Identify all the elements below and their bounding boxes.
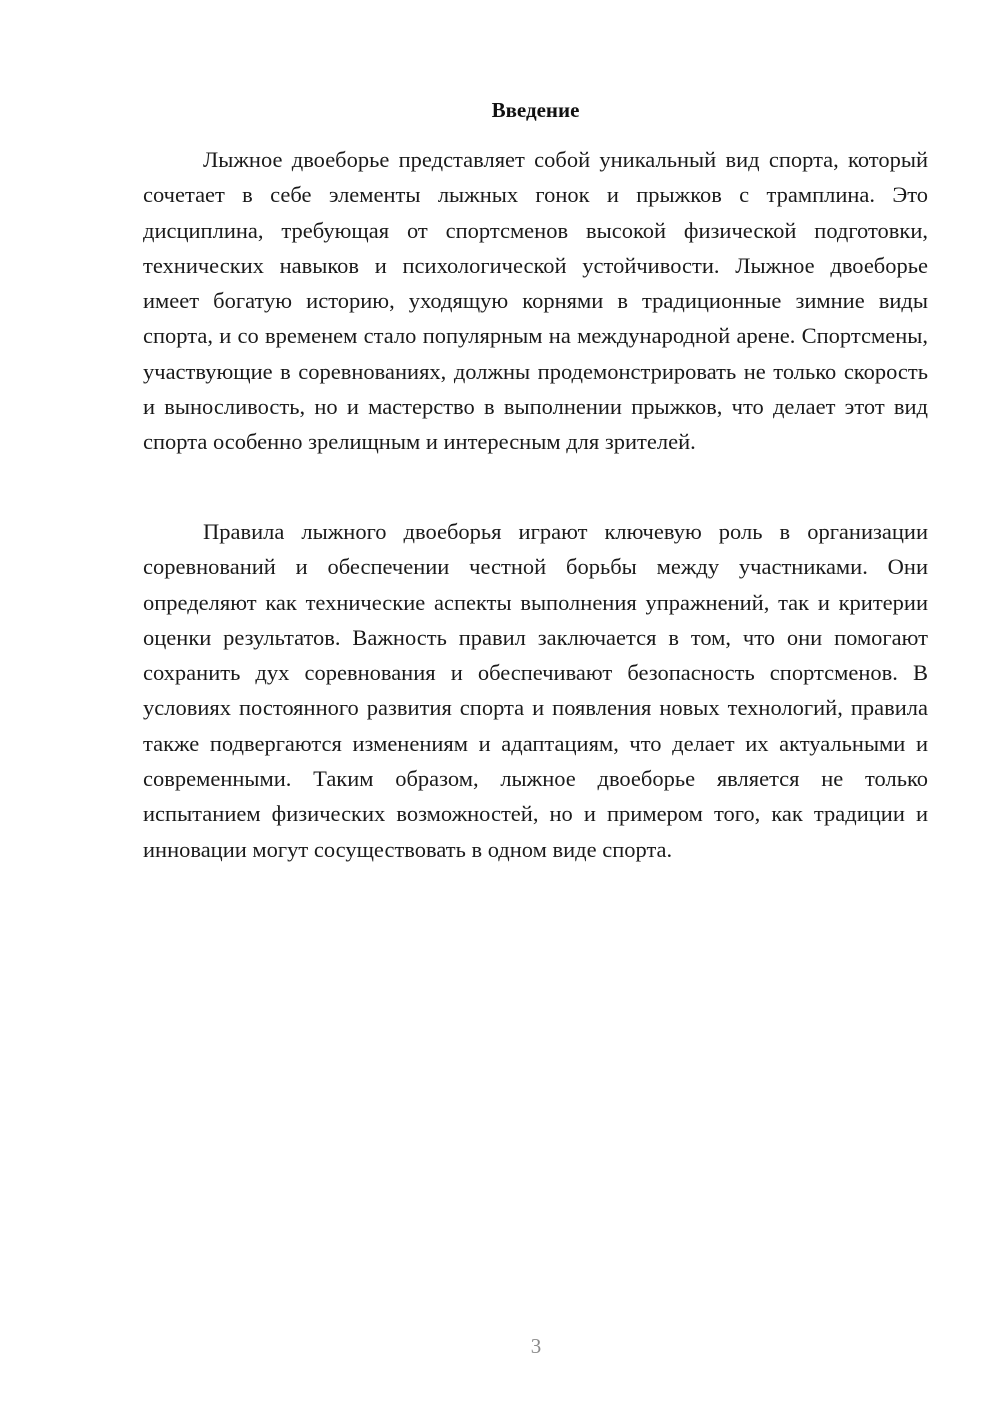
page-number: 3: [530, 1334, 542, 1358]
paragraph-text: Лыжное двоеборье представляет собой уникальный вид спорта, который сочетает в себе элементы лыжных гонок и прыжков с трамплина. Это дисциплина, требующая от спортсменов высокой физической подготовки, технических навыков и психологической устойчивости. Лыжное двоеборье имеет богатую историю, уходящую корнями в традиционные зимние виды спорта, и со временем стало популярным на международной арене. Спортсмены, участвующие в соревнованиях, должны продемонстрировать не только скорость и выносливость, но и мастерство в выполнении прыжков, что делает этот вид спорта особенно зрелищным и интересным для зрителей.: [143, 147, 928, 455]
paragraph-text: Правила лыжного двоеборья играют ключевую роль в организации соревнований и обеспечении честной борьбы между участниками. Они определяют как технические аспекты выполнения упражнений, так и критерии оценки результатов. Важность правил заключается в том, что они помогают сохранить дух соревнования и обеспечивают безопасность спортсменов. В условиях постоянного развития спорта и появления новых технологий, правила также подвергаются изменениям и адаптациям, что делает их актуальными и современными. Таким образом, лыжное двоеборье является не только испытанием физических возможностей, но и примером того, как традиции и инновации могут сосуществовать в одном виде спорта.: [143, 519, 928, 862]
paragraph-intro: [143, 142, 928, 460]
paragraph-rules: [143, 514, 928, 867]
section-title: Введение: [491, 98, 580, 122]
